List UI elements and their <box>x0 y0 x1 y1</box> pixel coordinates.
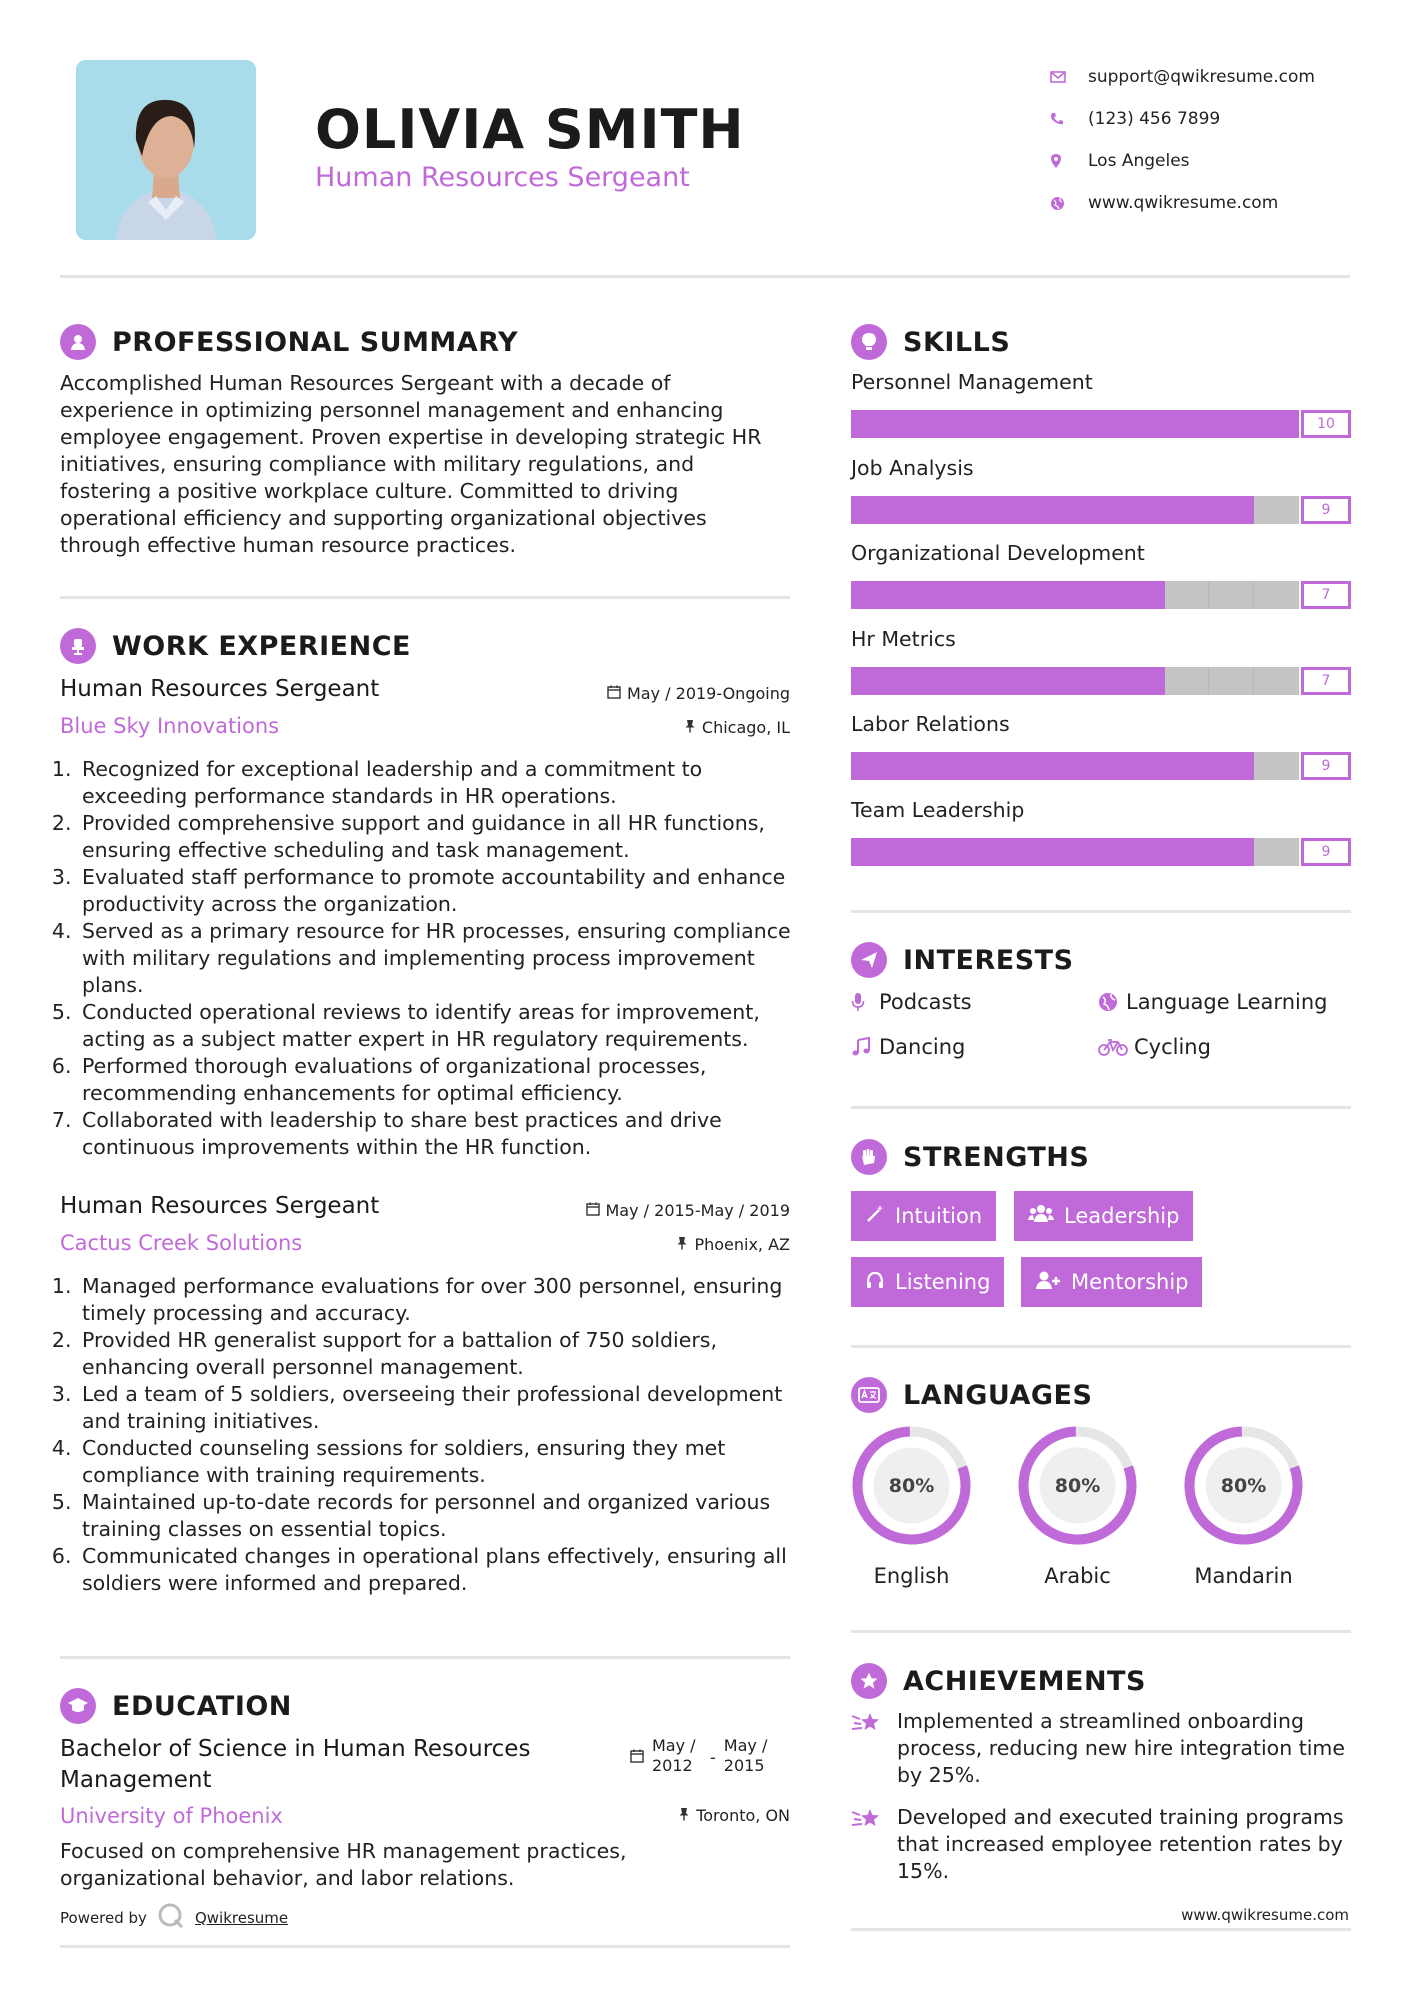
job-1-date <box>500 684 790 703</box>
skill-bar-segment <box>896 496 941 524</box>
interests-divider <box>851 1106 1351 1109</box>
globe-icon <box>1050 196 1088 211</box>
bicycle-icon <box>1098 1038 1134 1056</box>
skill-bar-segment <box>1165 752 1210 780</box>
language-item <box>1181 1423 1306 1588</box>
language-percent: 80% <box>1054 1475 1101 1497</box>
pushpin-icon <box>678 1806 690 1825</box>
skill-bar-segment <box>1120 667 1165 695</box>
strengths-heading <box>851 1139 1089 1175</box>
education-school: University of Phoenix <box>60 1804 283 1828</box>
skill-level-badge: 9 <box>1301 496 1351 524</box>
strength-label: Mentorship <box>1071 1270 1189 1294</box>
work-divider <box>60 1656 790 1659</box>
contact-location-text: Los Angeles <box>1088 151 1190 171</box>
job-2-location <box>500 1235 790 1254</box>
interest-label: Language Learning <box>1126 990 1328 1014</box>
calendar-icon <box>607 684 621 703</box>
user-plus-icon <box>1035 1270 1061 1295</box>
briefcase-chair-icon <box>60 628 96 664</box>
education-dates <box>630 1736 774 1776</box>
map-pin-icon <box>1050 153 1088 169</box>
header-divider <box>60 275 1350 278</box>
interest-cycling <box>1098 1035 1211 1059</box>
skills-divider <box>851 910 1351 913</box>
language-item <box>849 1423 974 1588</box>
skill-label: Labor Relations <box>851 712 1010 736</box>
skill-bar-segment <box>1209 752 1254 780</box>
skill-bar-segment <box>1209 581 1254 609</box>
skill-bar-segment <box>1254 496 1299 524</box>
contact-email <box>1050 56 1380 98</box>
skill-level-badge: 10 <box>1301 410 1351 438</box>
summary-heading <box>60 324 518 360</box>
job-2-date <box>500 1201 790 1220</box>
skill-bar-segment <box>985 752 1030 780</box>
skill-bar-segment <box>1254 667 1299 695</box>
list-item: 1. Managed performance evaluations for over 300 personnel, ensuring timely processing and accuracy. <box>78 1273 798 1327</box>
raised-fist-icon <box>851 1139 887 1175</box>
job-2-location-text: Phoenix, AZ <box>694 1235 790 1254</box>
interest-podcasts <box>851 990 972 1014</box>
skill-bar <box>851 496 1351 524</box>
calendar-icon <box>630 1736 644 1768</box>
user-icon <box>60 324 96 360</box>
summary-divider <box>60 596 790 599</box>
language-name: Arabic <box>1044 1564 1111 1588</box>
candidate-name: OLIVIA SMITH <box>315 98 745 161</box>
pushpin-icon <box>684 718 696 737</box>
users-icon <box>1028 1204 1054 1229</box>
skill-bar-segment <box>851 496 896 524</box>
powered-by-brand-link[interactable]: Qwikresume <box>194 1909 289 1927</box>
contact-block <box>1050 56 1380 224</box>
strength-tag-leadership <box>1014 1191 1193 1241</box>
skill-bar-segment <box>1075 667 1120 695</box>
envelope-icon <box>1050 71 1088 83</box>
list-item: 6. Communicated changes in operational plans effectively, ensuring all soldiers were informed and prepared. <box>78 1543 798 1597</box>
skill-level-badge: 9 <box>1301 838 1351 866</box>
skill-bar-segment <box>941 667 986 695</box>
headphones-icon <box>865 1270 885 1295</box>
interests-title: INTERESTS <box>903 944 1074 976</box>
summary-title: PROFESSIONAL SUMMARY <box>112 326 519 358</box>
skill-level-badge: 7 <box>1301 667 1351 695</box>
skill-bar <box>851 667 1351 695</box>
skill-bar-segment <box>1120 410 1165 438</box>
skill-bar-segment <box>941 410 986 438</box>
skill-bar-segment <box>1075 496 1120 524</box>
skill-bar-segment <box>1120 838 1165 866</box>
skill-bar-segment <box>896 410 941 438</box>
skill-bar-segment <box>1075 838 1120 866</box>
list-item: 2. Provided HR generalist support for a battalion of 750 soldiers, enhancing overall personnel management. <box>78 1327 798 1381</box>
language-item <box>1015 1423 1140 1588</box>
interest-label: Cycling <box>1134 1035 1211 1059</box>
star-badge-icon <box>851 1663 887 1699</box>
language-ring <box>1181 1423 1306 1548</box>
contact-email-text[interactable]: support@qwikresume.com <box>1088 67 1315 87</box>
achievements-heading <box>851 1663 1146 1699</box>
job-1-duties <box>58 756 798 1161</box>
work-title: WORK EXPERIENCE <box>112 630 411 662</box>
qwikresume-logo-icon <box>157 1902 185 1934</box>
skill-bar-segment <box>1030 581 1075 609</box>
skill-label: Organizational Development <box>851 541 1145 565</box>
skill-label: Job Analysis <box>851 455 974 480</box>
skill-bar-segment <box>1209 410 1254 438</box>
skill-bar-segment <box>1030 752 1075 780</box>
lightbulb-icon <box>851 324 887 360</box>
date-separator: - <box>710 1748 716 1767</box>
job-1-location <box>500 718 790 737</box>
pushpin-icon <box>676 1235 688 1254</box>
education-title: EDUCATION <box>112 1690 292 1722</box>
languages-title: LANGUAGES <box>903 1379 1093 1411</box>
work-heading <box>60 628 411 664</box>
language-percent: 80% <box>1220 1475 1267 1497</box>
skill-bar-segment <box>896 752 941 780</box>
footer-divider-left <box>60 1945 790 1948</box>
skill-bar-segment <box>1165 410 1210 438</box>
language-card-icon <box>851 1377 887 1413</box>
interest-label: Dancing <box>879 1035 966 1059</box>
skill-bar-segment <box>851 838 896 866</box>
skill-bar-segment <box>1030 838 1075 866</box>
language-ring <box>1015 1423 1140 1548</box>
skill-bar-segment <box>1254 410 1299 438</box>
skill-bar-segment <box>941 496 986 524</box>
skill-bar-segment <box>851 410 896 438</box>
job-2-duties <box>58 1273 798 1597</box>
interests-heading <box>851 942 1074 978</box>
skill-bar-segment <box>941 752 986 780</box>
powered-by <box>60 1902 288 1934</box>
job-2-title: Human Resources Sergeant <box>60 1193 380 1219</box>
skill-bar <box>851 752 1351 780</box>
skill-bar-segment <box>1209 838 1254 866</box>
strengths-title: STRENGTHS <box>903 1141 1090 1173</box>
skill-bar-segment <box>1165 581 1210 609</box>
achievement-text: Implemented a streamlined onboarding process, reducing new hire integration time by 25%. <box>897 1709 1346 1787</box>
skill-bar-segment <box>896 667 941 695</box>
magic-wand-icon <box>865 1204 885 1229</box>
list-item: 3. Led a team of 5 soldiers, overseeing their professional development and training initiatives. <box>78 1381 798 1435</box>
contact-phone-text: (123) 456 7899 <box>1088 109 1221 129</box>
job-2-date-text: May / 2015-May / 2019 <box>605 1201 790 1220</box>
skill-bar-segment <box>851 667 896 695</box>
skill-bar-segment <box>1165 838 1210 866</box>
skill-bar-segment <box>1254 581 1299 609</box>
music-note-icon <box>851 1037 879 1057</box>
education-location-text: Toronto, ON <box>696 1806 790 1825</box>
skill-bar-segment <box>851 581 896 609</box>
globe-icon <box>1098 992 1126 1012</box>
candidate-role: Human Resources Sergeant <box>315 162 690 193</box>
job-1-title: Human Resources Sergeant <box>60 676 380 702</box>
achievement-item <box>851 1804 1351 1885</box>
skill-bar-segment <box>1030 410 1075 438</box>
skill-bar-segment <box>1030 667 1075 695</box>
skill-label: Personnel Management <box>851 370 1093 394</box>
education-description: Focused on comprehensive HR management practices, organizational behavior, and labor relations. <box>60 1839 627 1890</box>
interest-language-learning <box>1098 990 1327 1014</box>
footer-divider-right <box>851 1928 1351 1931</box>
skill-bar-segment <box>896 581 941 609</box>
skill-bar-segment <box>985 838 1030 866</box>
graduation-cap-icon <box>60 1688 96 1724</box>
list-item: 4. Served as a primary resource for HR processes, ensuring compliance with military regulations and implementing process improvement plans. <box>78 918 798 999</box>
skill-bar-segment <box>1254 838 1299 866</box>
microphone-icon <box>851 992 879 1012</box>
strength-label: Leadership <box>1064 1204 1180 1228</box>
skill-bar-segment <box>1254 752 1299 780</box>
interest-dancing <box>851 1035 965 1059</box>
skill-bar-segment <box>1075 581 1120 609</box>
skill-bar-segment <box>1165 667 1210 695</box>
education-location <box>500 1806 790 1825</box>
skill-bar-segment <box>941 838 986 866</box>
contact-website-text[interactable]: www.qwikresume.com <box>1088 193 1279 213</box>
job-1-date-text: May / 2019-Ongoing <box>627 684 790 703</box>
skill-bar-segment <box>985 667 1030 695</box>
summary-text: Accomplished Human Resources Sergeant with a decade of experience in optimizing personnel management and enhancing employee engagement. Proven expertise in developing strategic HR initiatives, ensuring compliance with military regulations, and fostering a positive workplace culture. Committed to driving operational efficiency and supporting organizational objectives through effective human resource practices. <box>60 371 762 557</box>
contact-phone <box>1050 98 1380 140</box>
skill-bar-segment <box>1165 496 1210 524</box>
job-1-location-text: Chicago, IL <box>701 718 790 737</box>
strength-label: Listening <box>895 1270 991 1294</box>
list-item: 4. Conducted counseling sessions for soldiers, ensuring they met compliance with training requirements. <box>78 1435 798 1489</box>
strength-tag-intuition <box>851 1191 996 1241</box>
interest-label: Podcasts <box>879 990 972 1014</box>
achievements-title: ACHIEVEMENTS <box>903 1665 1146 1697</box>
achievement-text: Developed and executed training programs that increased employee retention rates by 15%. <box>897 1805 1344 1883</box>
skill-bar <box>851 410 1351 438</box>
job-2-company: Cactus Creek Solutions <box>60 1231 303 1255</box>
skill-bar <box>851 581 1351 609</box>
contact-website <box>1050 182 1380 224</box>
contact-location <box>1050 140 1380 182</box>
skill-bar-segment <box>1075 410 1120 438</box>
skill-level-badge: 7 <box>1301 581 1351 609</box>
phone-icon <box>1050 112 1088 126</box>
skill-bar-segment <box>985 496 1030 524</box>
list-item: 3. Evaluated staff performance to promote accountability and enhance productivity across the organization. <box>78 864 798 918</box>
skills-heading <box>851 324 1010 360</box>
shooting-star-icon <box>851 1708 897 1789</box>
education-heading <box>60 1688 292 1724</box>
education-date-start: May / 2012 <box>652 1736 696 1775</box>
strength-tag-listening <box>851 1257 1004 1307</box>
skill-bar-segment <box>1120 496 1165 524</box>
list-item: 6. Performed thorough evaluations of organizational processes, recommending enhancements for optimal efficiency. <box>78 1053 798 1107</box>
skill-bar-segment <box>851 752 896 780</box>
list-item: 7. Collaborated with leadership to share best practices and drive continuous improvements within the HR function. <box>78 1107 798 1161</box>
shooting-star-icon <box>851 1804 897 1885</box>
skill-bar-segment <box>896 838 941 866</box>
skill-bar-segment <box>1209 496 1254 524</box>
degree-title: Bachelor of Science in Human Resources Management <box>60 1736 531 1793</box>
skill-bar-segment <box>1120 581 1165 609</box>
footer-website[interactable]: www.qwikresume.com <box>1181 1906 1349 1924</box>
education-date-end: May / 2015 <box>723 1736 768 1775</box>
paper-plane-icon <box>851 942 887 978</box>
languages-heading <box>851 1377 1092 1413</box>
skill-bar-segment <box>1030 496 1075 524</box>
language-percent: 80% <box>888 1475 935 1497</box>
skill-bar <box>851 838 1351 866</box>
powered-by-label: Powered by <box>60 1909 147 1927</box>
skill-bar-segment <box>985 581 1030 609</box>
skill-label: Team Leadership <box>851 797 1025 822</box>
calendar-icon <box>586 1201 600 1220</box>
strength-tag-mentorship <box>1021 1257 1202 1307</box>
skill-bar-segment <box>1120 752 1165 780</box>
language-name: Mandarin <box>1194 1564 1293 1588</box>
skill-bar-segment <box>1075 752 1120 780</box>
skills-title: SKILLS <box>903 326 1011 358</box>
strengths-divider <box>851 1345 1351 1348</box>
achievement-item <box>851 1708 1351 1789</box>
skill-label: Hr Metrics <box>851 626 956 651</box>
skill-level-badge: 9 <box>1301 752 1351 780</box>
list-item: 5. Maintained up-to-date records for personnel and organized various training classes on essential topics. <box>78 1489 798 1543</box>
language-ring <box>849 1423 974 1548</box>
skill-bar-segment <box>941 581 986 609</box>
profile-photo <box>76 60 256 240</box>
skill-bar-segment <box>985 410 1030 438</box>
languages-divider <box>851 1630 1351 1633</box>
skill-bar-segment <box>1209 667 1254 695</box>
language-name: English <box>873 1564 950 1588</box>
list-item: 1. Recognized for exceptional leadership and a commitment to exceeding performance standards in HR operations. <box>78 756 798 810</box>
job-1-company: Blue Sky Innovations <box>60 714 280 738</box>
list-item: 5. Conducted operational reviews to identify areas for improvement, acting as a subject matter expert in HR regulatory requirements. <box>78 999 798 1053</box>
strength-label: Intuition <box>895 1204 983 1228</box>
list-item: 2. Provided comprehensive support and guidance in all HR functions, ensuring effective scheduling and task management. <box>78 810 798 864</box>
